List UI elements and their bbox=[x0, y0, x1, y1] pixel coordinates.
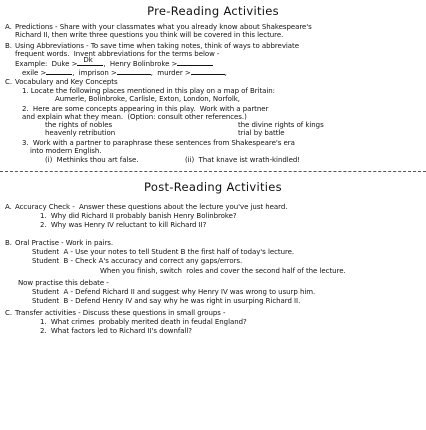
c2-line1: 2. Here are some concepts appearing in this play. Work with a partner bbox=[22, 105, 269, 113]
duke-abbrev-blank bbox=[77, 56, 103, 66]
abbrev-row-2: exile > , imprison > , murder > , bbox=[22, 69, 227, 77]
imprison-label: , imprison > bbox=[72, 69, 117, 77]
concept-rights-of-nobles: the rights of nobles bbox=[45, 121, 113, 129]
oral-switch-note: When you finish, switch roles and cover the second half of the lecture. bbox=[100, 267, 346, 275]
post-section-a-label: A. bbox=[5, 203, 12, 211]
c3-sentence-i: (i) Methinks thou art false. bbox=[45, 156, 139, 164]
post-a-question-1: 1. Why did Richard II probably banish Henry Bolinbroke? bbox=[40, 212, 237, 220]
pre-section-c-title: Vocabulary and Key Concepts bbox=[15, 78, 118, 86]
duke-abbrev-answer: Dk bbox=[83, 56, 93, 64]
section-divider bbox=[0, 171, 426, 172]
post-section-a-line1: Accuracy Check - Answer these questions about the lecture you've just heard. bbox=[15, 203, 288, 211]
c3-line1: 3. Work with a partner to paraphrase these sentences from Shakespeare's era bbox=[22, 139, 295, 147]
concept-trial-by-battle: trial by battle bbox=[238, 129, 285, 137]
post-section-c-label: C. bbox=[5, 309, 13, 317]
henry-abbrev-blank[interactable] bbox=[177, 59, 213, 66]
imprison-blank[interactable] bbox=[117, 68, 151, 75]
example-prefix: Example: Duke > bbox=[15, 60, 78, 68]
post-a-question-2: 2. Why was Henry IV reluctant to kill Richard II? bbox=[40, 221, 207, 229]
post-c-question-2: 2. What factors led to Richard II's downfall? bbox=[40, 327, 192, 335]
exile-label: exile > bbox=[22, 69, 47, 77]
pre-section-b-line2: frequent words. Invent abbreviations for the terms below - bbox=[15, 50, 220, 58]
pre-section-a-line2: Richard II, then write three questions you think will be covered in this lecture. bbox=[15, 31, 284, 39]
post-section-b-label: B. bbox=[5, 239, 12, 247]
pre-section-a-label: A. bbox=[5, 23, 12, 31]
example-henry: , Henry Bolinbroke > bbox=[103, 60, 178, 68]
oral-student-a: Student A - Use your notes to tell Student B the first half of today's lecture. bbox=[32, 248, 295, 256]
debate-intro: Now practise this debate - bbox=[18, 279, 109, 287]
c1-line2: Aumerle, Bolinbroke, Carlisle, Exton, London, Norfolk, bbox=[55, 95, 240, 103]
pre-section-b-label: B. bbox=[5, 42, 12, 50]
murder-blank[interactable] bbox=[191, 68, 225, 75]
post-c-question-1: 1. What crimes probably merited death in feudal England? bbox=[40, 318, 247, 326]
c3-line2: into modern English. bbox=[30, 147, 102, 155]
pre-section-a-line1: Predictions - Share with your classmates what you already know about Shakespeare's bbox=[15, 23, 312, 31]
murder-label: , murder > bbox=[150, 69, 191, 77]
post-section-c-line1: Transfer activities - Discuss these questions in small groups - bbox=[15, 309, 226, 317]
c2-line2: and explain what they mean. (Option: consult other references.) bbox=[22, 113, 247, 121]
oral-student-b: Student B - Check A's accuracy and correct any gaps/errors. bbox=[32, 257, 243, 265]
exile-blank[interactable] bbox=[46, 68, 72, 75]
debate-student-b: Student B - Defend Henry IV and say why he was right in usurping Richard II. bbox=[32, 297, 301, 305]
concept-divine-rights: the divine rights of kings bbox=[238, 121, 324, 129]
debate-student-a: Student A - Defend Richard II and suggest why Henry IV was wrong to usurp him. bbox=[32, 288, 316, 296]
abbrev-example bbox=[15, 56, 213, 68]
c3-sentence-ii: (ii) That knave ist wrath-kindled! bbox=[185, 156, 301, 164]
pre-reading-title: Pre-Reading Activities bbox=[147, 4, 279, 18]
post-section-b-title: Oral Practise - Work in pairs. bbox=[15, 239, 114, 247]
pre-section-b-line1: Using Abbreviations - To save time when taking notes, think of ways to abbreviate bbox=[15, 42, 299, 50]
pre-section-c-label: C. bbox=[5, 78, 13, 86]
concept-heavenly-retribution: heavenly retribution bbox=[45, 129, 116, 137]
c1-line1: 1. Locate the following places mentioned in this play on a map of Britain: bbox=[22, 87, 275, 95]
post-reading-title: Post-Reading Activities bbox=[144, 180, 282, 194]
